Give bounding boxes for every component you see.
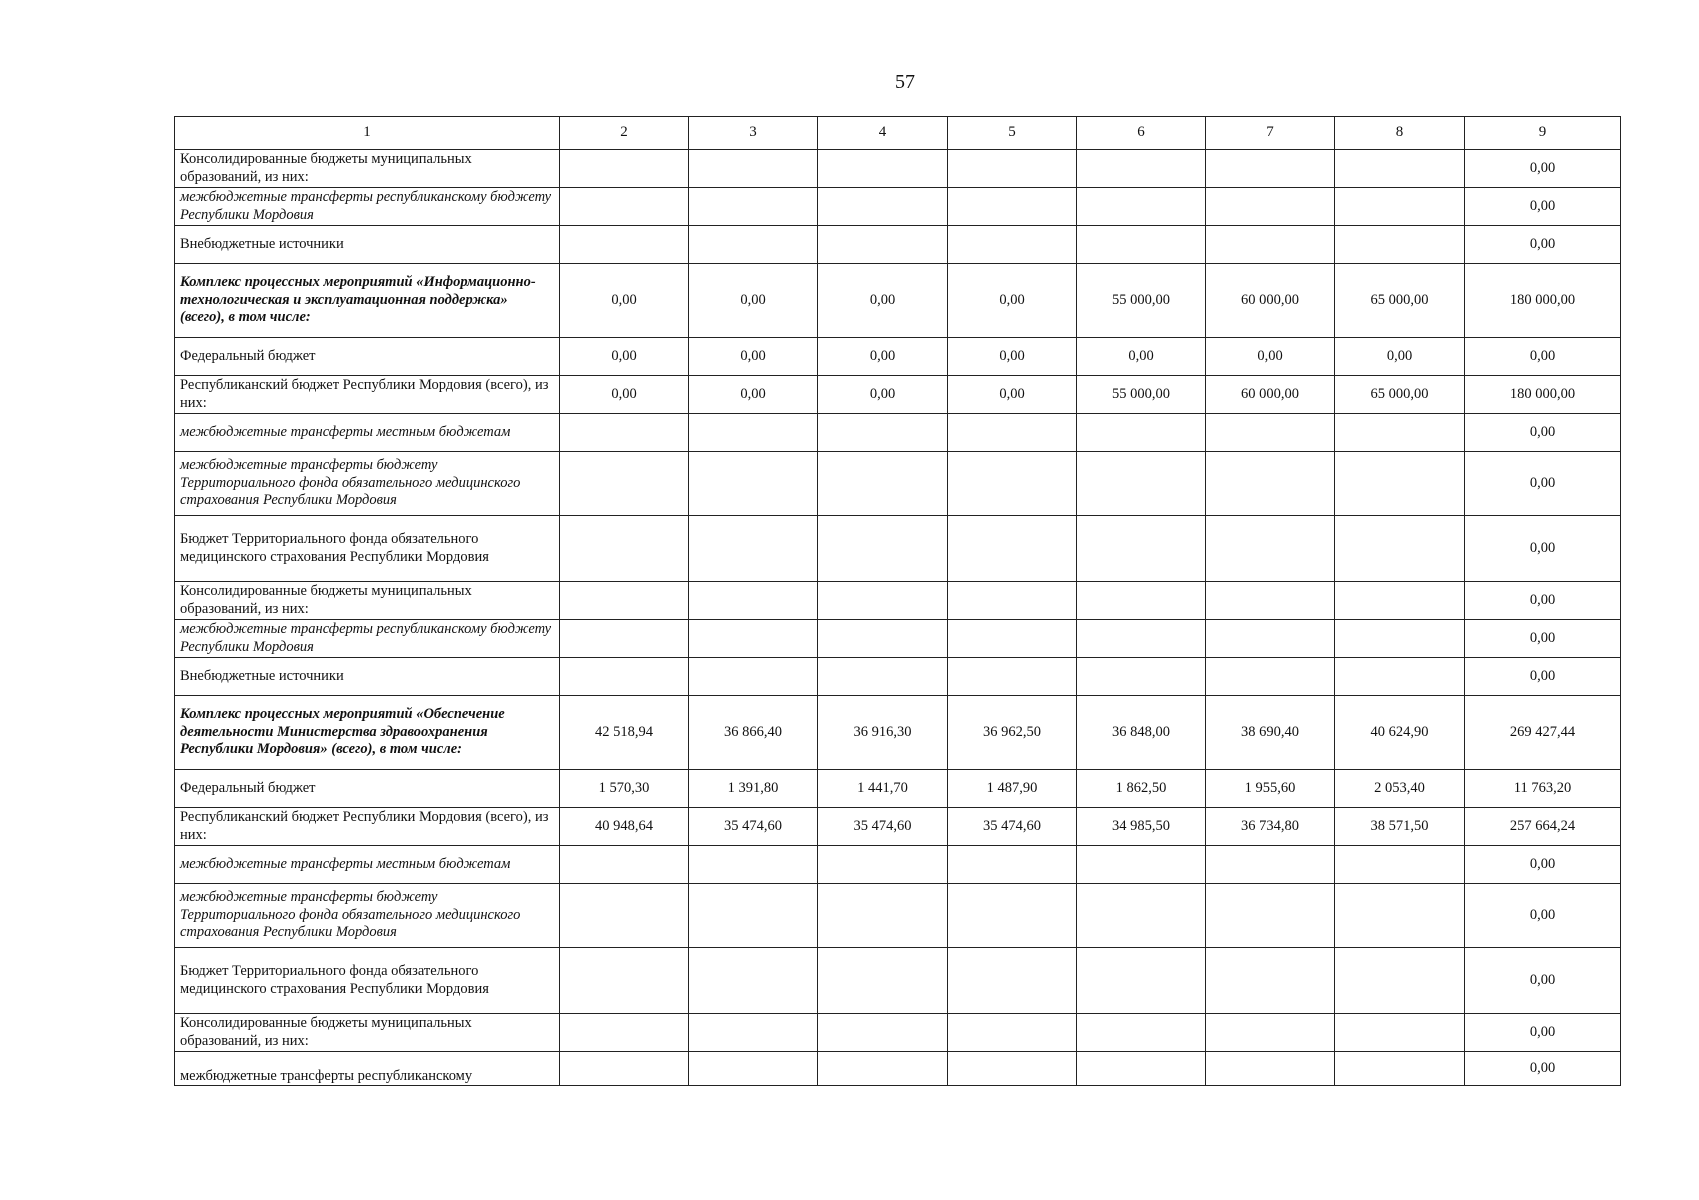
value-cell: 1 441,70 bbox=[818, 770, 948, 808]
total-cell: 0,00 bbox=[1465, 658, 1621, 696]
row-label-cell: межбюджетные трансферты местным бюджетам bbox=[175, 846, 560, 884]
value-cell bbox=[1335, 150, 1465, 188]
table-row bbox=[175, 808, 1621, 846]
column-number-5: 5 bbox=[948, 117, 1077, 150]
table-row bbox=[175, 846, 1621, 884]
value-cell: 36 848,00 bbox=[1077, 696, 1206, 770]
value-cell bbox=[1077, 884, 1206, 948]
value-cell bbox=[948, 1014, 1077, 1052]
value-cell bbox=[948, 414, 1077, 452]
value-cell: 1 391,80 bbox=[689, 770, 818, 808]
value-cell bbox=[818, 948, 948, 1014]
value-cell bbox=[1077, 658, 1206, 696]
column-number-3: 3 bbox=[689, 117, 818, 150]
value-cell bbox=[1335, 516, 1465, 582]
value-cell bbox=[1206, 150, 1335, 188]
value-cell bbox=[1335, 452, 1465, 516]
value-cell bbox=[818, 846, 948, 884]
value-cell bbox=[1077, 414, 1206, 452]
value-cell bbox=[948, 658, 1077, 696]
value-cell: 1 955,60 bbox=[1206, 770, 1335, 808]
value-cell bbox=[1206, 582, 1335, 620]
total-cell: 0,00 bbox=[1465, 150, 1621, 188]
value-cell bbox=[560, 188, 689, 226]
value-cell: 0,00 bbox=[948, 376, 1077, 414]
row-label-cell: межбюджетные трансферты бюджету Территориального фонда обязательного медицинского страхования Республики Мордовия bbox=[175, 884, 560, 948]
table-row bbox=[175, 452, 1621, 516]
value-cell: 35 474,60 bbox=[818, 808, 948, 846]
value-cell: 40 948,64 bbox=[560, 808, 689, 846]
value-cell bbox=[1335, 658, 1465, 696]
value-cell bbox=[1335, 414, 1465, 452]
value-cell bbox=[689, 620, 818, 658]
table-row bbox=[175, 884, 1621, 948]
page-number: 57 bbox=[895, 71, 915, 93]
value-cell: 36 734,80 bbox=[1206, 808, 1335, 846]
value-cell bbox=[1077, 226, 1206, 264]
total-cell: 0,00 bbox=[1465, 582, 1621, 620]
value-cell bbox=[560, 226, 689, 264]
column-number-9: 9 bbox=[1465, 117, 1621, 150]
value-cell: 35 474,60 bbox=[689, 808, 818, 846]
value-cell bbox=[689, 516, 818, 582]
value-cell bbox=[1206, 948, 1335, 1014]
row-label-cell: межбюджетные трансферты местным бюджетам bbox=[175, 414, 560, 452]
table-row bbox=[175, 582, 1621, 620]
row-label-cell: Республиканский бюджет Республики Мордовия (всего), из них: bbox=[175, 376, 560, 414]
value-cell bbox=[560, 948, 689, 1014]
value-cell bbox=[948, 620, 1077, 658]
column-number-7: 7 bbox=[1206, 117, 1335, 150]
value-cell: 35 474,60 bbox=[948, 808, 1077, 846]
value-cell bbox=[1077, 948, 1206, 1014]
value-cell: 0,00 bbox=[689, 264, 818, 338]
value-cell bbox=[1335, 1014, 1465, 1052]
value-cell bbox=[689, 1052, 818, 1086]
value-cell bbox=[818, 658, 948, 696]
value-cell bbox=[560, 582, 689, 620]
value-cell bbox=[1206, 516, 1335, 582]
value-cell: 1 570,30 bbox=[560, 770, 689, 808]
total-cell: 0,00 bbox=[1465, 620, 1621, 658]
value-cell: 65 000,00 bbox=[1335, 376, 1465, 414]
value-cell: 36 916,30 bbox=[818, 696, 948, 770]
value-cell bbox=[689, 150, 818, 188]
value-cell: 0,00 bbox=[689, 338, 818, 376]
value-cell: 1 487,90 bbox=[948, 770, 1077, 808]
value-cell bbox=[948, 948, 1077, 1014]
table-row bbox=[175, 516, 1621, 582]
value-cell: 42 518,94 bbox=[560, 696, 689, 770]
column-number-1: 1 bbox=[175, 117, 560, 150]
value-cell bbox=[1077, 582, 1206, 620]
column-number-2: 2 bbox=[560, 117, 689, 150]
value-cell bbox=[560, 516, 689, 582]
total-cell: 0,00 bbox=[1465, 1014, 1621, 1052]
value-cell bbox=[948, 846, 1077, 884]
total-cell: 0,00 bbox=[1465, 516, 1621, 582]
table-row bbox=[175, 1014, 1621, 1052]
value-cell bbox=[948, 150, 1077, 188]
value-cell bbox=[1206, 846, 1335, 884]
value-cell bbox=[1077, 620, 1206, 658]
value-cell bbox=[560, 452, 689, 516]
table-row bbox=[175, 696, 1621, 770]
budget-table bbox=[174, 116, 1621, 1086]
row-label-cell: межбюджетные трансферты республиканскому бюджету Республики Мордовия bbox=[175, 620, 560, 658]
table-row bbox=[175, 264, 1621, 338]
value-cell bbox=[1206, 1014, 1335, 1052]
total-cell: 0,00 bbox=[1465, 884, 1621, 948]
row-label-cell: Консолидированные бюджеты муниципальных образований, из них: bbox=[175, 150, 560, 188]
value-cell bbox=[560, 620, 689, 658]
value-cell: 0,00 bbox=[1335, 338, 1465, 376]
column-number-4: 4 bbox=[818, 117, 948, 150]
value-cell: 36 962,50 bbox=[948, 696, 1077, 770]
total-cell: 0,00 bbox=[1465, 452, 1621, 516]
value-cell bbox=[560, 658, 689, 696]
value-cell bbox=[689, 884, 818, 948]
value-cell bbox=[1335, 846, 1465, 884]
value-cell: 60 000,00 bbox=[1206, 264, 1335, 338]
value-cell bbox=[689, 1014, 818, 1052]
value-cell: 34 985,50 bbox=[1077, 808, 1206, 846]
value-cell bbox=[560, 414, 689, 452]
value-cell bbox=[818, 150, 948, 188]
row-label-cell: Бюджет Территориального фонда обязательного медицинского страхования Республики Мордовия bbox=[175, 948, 560, 1014]
total-cell: 0,00 bbox=[1465, 188, 1621, 226]
total-cell: 0,00 bbox=[1465, 948, 1621, 1014]
value-cell bbox=[1335, 884, 1465, 948]
table-row bbox=[175, 226, 1621, 264]
row-label-cell: Консолидированные бюджеты муниципальных образований, из них: bbox=[175, 1014, 560, 1052]
table-row bbox=[175, 150, 1621, 188]
row-label-cell: Консолидированные бюджеты муниципальных образований, из них: bbox=[175, 582, 560, 620]
value-cell bbox=[818, 1014, 948, 1052]
row-label-cell: Комплекс процессных мероприятий «Информационно-технологическая и эксплуатационная поддержка» (всего), в том числе: bbox=[175, 264, 560, 338]
value-cell bbox=[948, 516, 1077, 582]
column-number-8: 8 bbox=[1335, 117, 1465, 150]
value-cell bbox=[1206, 884, 1335, 948]
value-cell: 2 053,40 bbox=[1335, 770, 1465, 808]
total-cell: 0,00 bbox=[1465, 846, 1621, 884]
total-cell: 0,00 bbox=[1465, 226, 1621, 264]
total-cell: 180 000,00 bbox=[1465, 376, 1621, 414]
value-cell bbox=[818, 516, 948, 582]
value-cell bbox=[818, 582, 948, 620]
value-cell bbox=[818, 1052, 948, 1086]
row-label-cell: Федеральный бюджет bbox=[175, 338, 560, 376]
total-cell: 269 427,44 bbox=[1465, 696, 1621, 770]
value-cell bbox=[560, 1014, 689, 1052]
value-cell bbox=[818, 452, 948, 516]
value-cell bbox=[689, 658, 818, 696]
table-row bbox=[175, 188, 1621, 226]
value-cell: 0,00 bbox=[689, 376, 818, 414]
row-label-cell: Внебюджетные источники bbox=[175, 226, 560, 264]
row-label-cell: Комплекс процессных мероприятий «Обеспечение деятельности Министерства здравоохранения Республики Мордовия» (всего), в том числе: bbox=[175, 696, 560, 770]
value-cell: 0,00 bbox=[560, 338, 689, 376]
table-row bbox=[175, 338, 1621, 376]
value-cell bbox=[948, 1052, 1077, 1086]
table-body bbox=[175, 150, 1621, 1086]
value-cell: 38 571,50 bbox=[1335, 808, 1465, 846]
value-cell bbox=[689, 226, 818, 264]
table-row bbox=[175, 376, 1621, 414]
value-cell bbox=[1077, 846, 1206, 884]
value-cell bbox=[818, 226, 948, 264]
value-cell bbox=[560, 846, 689, 884]
value-cell bbox=[689, 452, 818, 516]
value-cell bbox=[689, 846, 818, 884]
value-cell bbox=[1206, 620, 1335, 658]
value-cell: 1 862,50 bbox=[1077, 770, 1206, 808]
value-cell bbox=[948, 226, 1077, 264]
row-label-cell: межбюджетные трансферты бюджету Территориального фонда обязательного медицинского страхования Республики Мордовия bbox=[175, 452, 560, 516]
row-label-cell: Внебюджетные источники bbox=[175, 658, 560, 696]
value-cell bbox=[818, 884, 948, 948]
value-cell: 0,00 bbox=[560, 376, 689, 414]
value-cell bbox=[1077, 150, 1206, 188]
total-cell: 180 000,00 bbox=[1465, 264, 1621, 338]
value-cell bbox=[1206, 452, 1335, 516]
value-cell bbox=[560, 150, 689, 188]
value-cell bbox=[1077, 1052, 1206, 1086]
value-cell bbox=[1206, 658, 1335, 696]
value-cell bbox=[1077, 1014, 1206, 1052]
value-cell bbox=[948, 188, 1077, 226]
table-row bbox=[175, 620, 1621, 658]
value-cell: 0,00 bbox=[818, 338, 948, 376]
total-cell: 11 763,20 bbox=[1465, 770, 1621, 808]
total-cell: 257 664,24 bbox=[1465, 808, 1621, 846]
value-cell: 55 000,00 bbox=[1077, 376, 1206, 414]
row-label-cell: межбюджетные трансферты республиканскому bbox=[175, 1052, 560, 1086]
column-number-6: 6 bbox=[1077, 117, 1206, 150]
value-cell bbox=[1206, 188, 1335, 226]
value-cell bbox=[1206, 414, 1335, 452]
value-cell bbox=[1335, 188, 1465, 226]
value-cell bbox=[1335, 620, 1465, 658]
value-cell: 0,00 bbox=[818, 264, 948, 338]
value-cell: 40 624,90 bbox=[1335, 696, 1465, 770]
value-cell bbox=[689, 414, 818, 452]
table-row bbox=[175, 1052, 1621, 1086]
table-row bbox=[175, 770, 1621, 808]
value-cell bbox=[1077, 188, 1206, 226]
value-cell: 60 000,00 bbox=[1206, 376, 1335, 414]
value-cell bbox=[689, 948, 818, 1014]
value-cell bbox=[948, 582, 1077, 620]
value-cell: 0,00 bbox=[818, 376, 948, 414]
value-cell bbox=[818, 620, 948, 658]
total-cell: 0,00 bbox=[1465, 1052, 1621, 1086]
value-cell: 0,00 bbox=[948, 264, 1077, 338]
row-label-cell: Федеральный бюджет bbox=[175, 770, 560, 808]
column-number-row bbox=[175, 117, 1621, 150]
total-cell: 0,00 bbox=[1465, 338, 1621, 376]
value-cell bbox=[1206, 226, 1335, 264]
row-label-cell: межбюджетные трансферты республиканскому бюджету Республики Мордовия bbox=[175, 188, 560, 226]
value-cell bbox=[818, 414, 948, 452]
value-cell bbox=[1077, 452, 1206, 516]
value-cell bbox=[1077, 516, 1206, 582]
table-row bbox=[175, 948, 1621, 1014]
value-cell bbox=[1335, 948, 1465, 1014]
table-row bbox=[175, 658, 1621, 696]
value-cell: 36 866,40 bbox=[689, 696, 818, 770]
value-cell bbox=[818, 188, 948, 226]
value-cell: 0,00 bbox=[1077, 338, 1206, 376]
value-cell bbox=[1335, 226, 1465, 264]
value-cell bbox=[1206, 1052, 1335, 1086]
value-cell bbox=[560, 884, 689, 948]
value-cell bbox=[689, 582, 818, 620]
total-cell: 0,00 bbox=[1465, 414, 1621, 452]
value-cell: 65 000,00 bbox=[1335, 264, 1465, 338]
value-cell: 0,00 bbox=[948, 338, 1077, 376]
value-cell: 38 690,40 bbox=[1206, 696, 1335, 770]
value-cell bbox=[948, 452, 1077, 516]
value-cell bbox=[1335, 1052, 1465, 1086]
value-cell bbox=[689, 188, 818, 226]
table-row bbox=[175, 414, 1621, 452]
value-cell: 0,00 bbox=[1206, 338, 1335, 376]
value-cell: 0,00 bbox=[560, 264, 689, 338]
value-cell bbox=[560, 1052, 689, 1086]
row-label-cell: Бюджет Территориального фонда обязательного медицинского страхования Республики Мордовия bbox=[175, 516, 560, 582]
value-cell: 55 000,00 bbox=[1077, 264, 1206, 338]
value-cell bbox=[948, 884, 1077, 948]
value-cell bbox=[1335, 582, 1465, 620]
row-label-cell: Республиканский бюджет Республики Мордовия (всего), из них: bbox=[175, 808, 560, 846]
